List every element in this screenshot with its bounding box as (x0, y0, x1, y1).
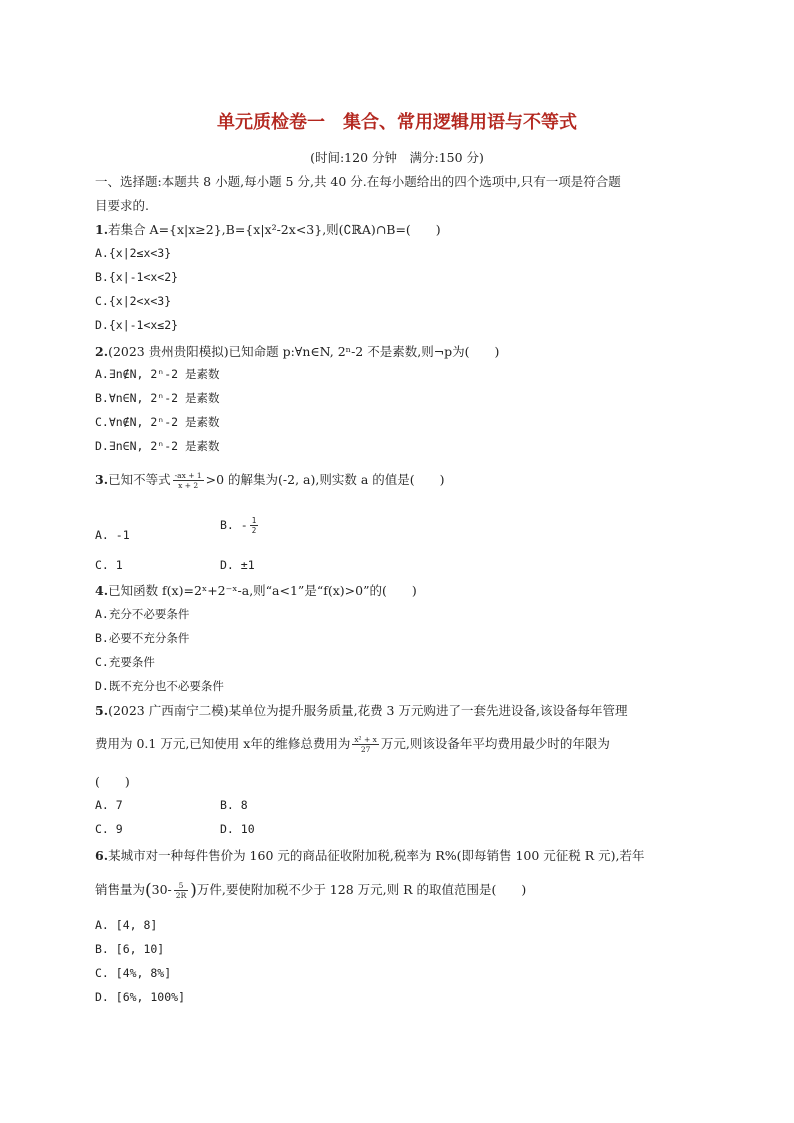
option-c: C. 1 (95, 558, 123, 572)
question-3 (95, 470, 445, 490)
option-d: D. 10 (220, 822, 255, 836)
fraction (352, 735, 379, 754)
expression-prefix: 30- (151, 882, 172, 897)
question-number: 4. (95, 583, 109, 598)
option-b-prefix: B. - (220, 518, 248, 532)
question-stem-end: 万件,要使附加税不少于 128 万元,则 R 的取值范围是( ) (196, 882, 527, 897)
fraction-numerator: -ax + 1 (174, 471, 202, 480)
question-6 (95, 846, 645, 864)
section-instructions-line2: 目要求的. (95, 198, 149, 213)
fraction (174, 881, 188, 900)
question-stem: (2023 贵州贵阳模拟)已知命题 p:∀n∈N, 2ⁿ-2 不是素数,则¬p为( ) (108, 344, 500, 359)
option-a: A.充分不必要条件 (95, 607, 190, 621)
option-c: C.∀n∉N, 2ⁿ-2 是素数 (95, 415, 220, 429)
question-5 (95, 701, 627, 719)
option-d: D.既不充分也不必要条件 (95, 679, 224, 693)
question-number: 3. (95, 472, 109, 487)
option-c: C. 9 (95, 822, 123, 836)
option-a: A. 7 (95, 798, 123, 812)
question-stem: 某城市对一种每件售价为 160 元的商品征收附加税,税率为 R%(即每销售 100 元征税 R 元),若年 (108, 848, 645, 863)
exam-meta: (时间:120 分钟 满分:150 分) (310, 150, 484, 165)
question-stem-start: 已知不等式 (108, 472, 171, 487)
question-stem-start: 费用为 0.1 万元,已知使用 x年的维修总费用为 (95, 736, 351, 751)
fraction-denominator: x + 2 (178, 481, 199, 490)
question-stem: 已知函数 f(x)=2ˣ+2⁻ˣ-a,则“a<1”是“f(x)>0”的( ) (108, 583, 417, 598)
fraction (250, 516, 259, 535)
option-b: B.∀n∈N, 2ⁿ-2 是素数 (95, 391, 220, 405)
question-5-line3: ( ) (95, 774, 130, 789)
question-6-line2 (95, 880, 526, 901)
option-b (220, 516, 260, 535)
option-a: A. -1 (95, 528, 130, 542)
fraction-denominator: 2 (251, 526, 257, 535)
option-b: B.必要不充分条件 (95, 631, 190, 645)
question-stem-start: 销售量为 (95, 882, 146, 897)
question-1 (95, 220, 441, 238)
section-instructions-line1: 一、选择题:本题共 8 小题,每小题 5 分,共 40 分.在每小题给出的四个选项中,只有一项是符合题 (95, 174, 621, 189)
option-d: D.∃n∈N, 2ⁿ-2 是素数 (95, 439, 220, 453)
question-stem: 若集合 A={x|x≥2},B={x|x²-2x<3},则(∁ℝA)∩B=( ) (108, 222, 441, 237)
question-number: 1. (95, 222, 109, 237)
option-d: D. [6%, 100%] (95, 990, 186, 1004)
question-stem: (2023 广西南宁二模)某单位为提升服务质量,花费 3 万元购进了一套先进设备,该设备每年管理 (108, 703, 628, 718)
option-c: C.充要条件 (95, 655, 155, 669)
question-4 (95, 581, 417, 599)
fraction-numerator: 5 (174, 881, 188, 891)
right-paren: ) (190, 880, 197, 901)
option-b: B.{x|-1<x<2} (95, 270, 179, 284)
left-paren: ( (145, 880, 152, 901)
option-c: C.{x|2<x<3} (95, 294, 172, 308)
question-number: 5. (95, 703, 109, 718)
fraction-numerator: 1 (251, 516, 257, 525)
option-b: B. [6, 10] (95, 942, 165, 956)
question-5-line2 (95, 734, 610, 754)
page-title: 单元质检卷一 集合、常用逻辑用语与不等式 (217, 112, 577, 133)
question-stem-end: >0 的解集为(-2, a),则实数 a 的值是( ) (205, 472, 445, 487)
option-a: A.∃n∉N, 2ⁿ-2 是素数 (95, 367, 220, 381)
question-number: 2. (95, 344, 109, 359)
option-c: C. [4%, 8%] (95, 966, 172, 980)
option-a: A.{x|2≤x<3} (95, 246, 172, 260)
option-d: D. ±1 (220, 558, 255, 572)
option-a: A. [4, 8] (95, 918, 158, 932)
fraction-denominator: 2R (175, 891, 187, 900)
question-stem-end: 万元,则该设备年平均费用最少时的年限为 (380, 736, 610, 751)
fraction-numerator: x² + x (354, 735, 377, 744)
option-d: D.{x|-1<x≤2} (95, 318, 179, 332)
option-b: B. 8 (220, 798, 248, 812)
question-number: 6. (95, 848, 109, 863)
question-2 (95, 342, 499, 360)
fraction-denominator: 27 (360, 745, 371, 754)
fraction (173, 471, 204, 490)
